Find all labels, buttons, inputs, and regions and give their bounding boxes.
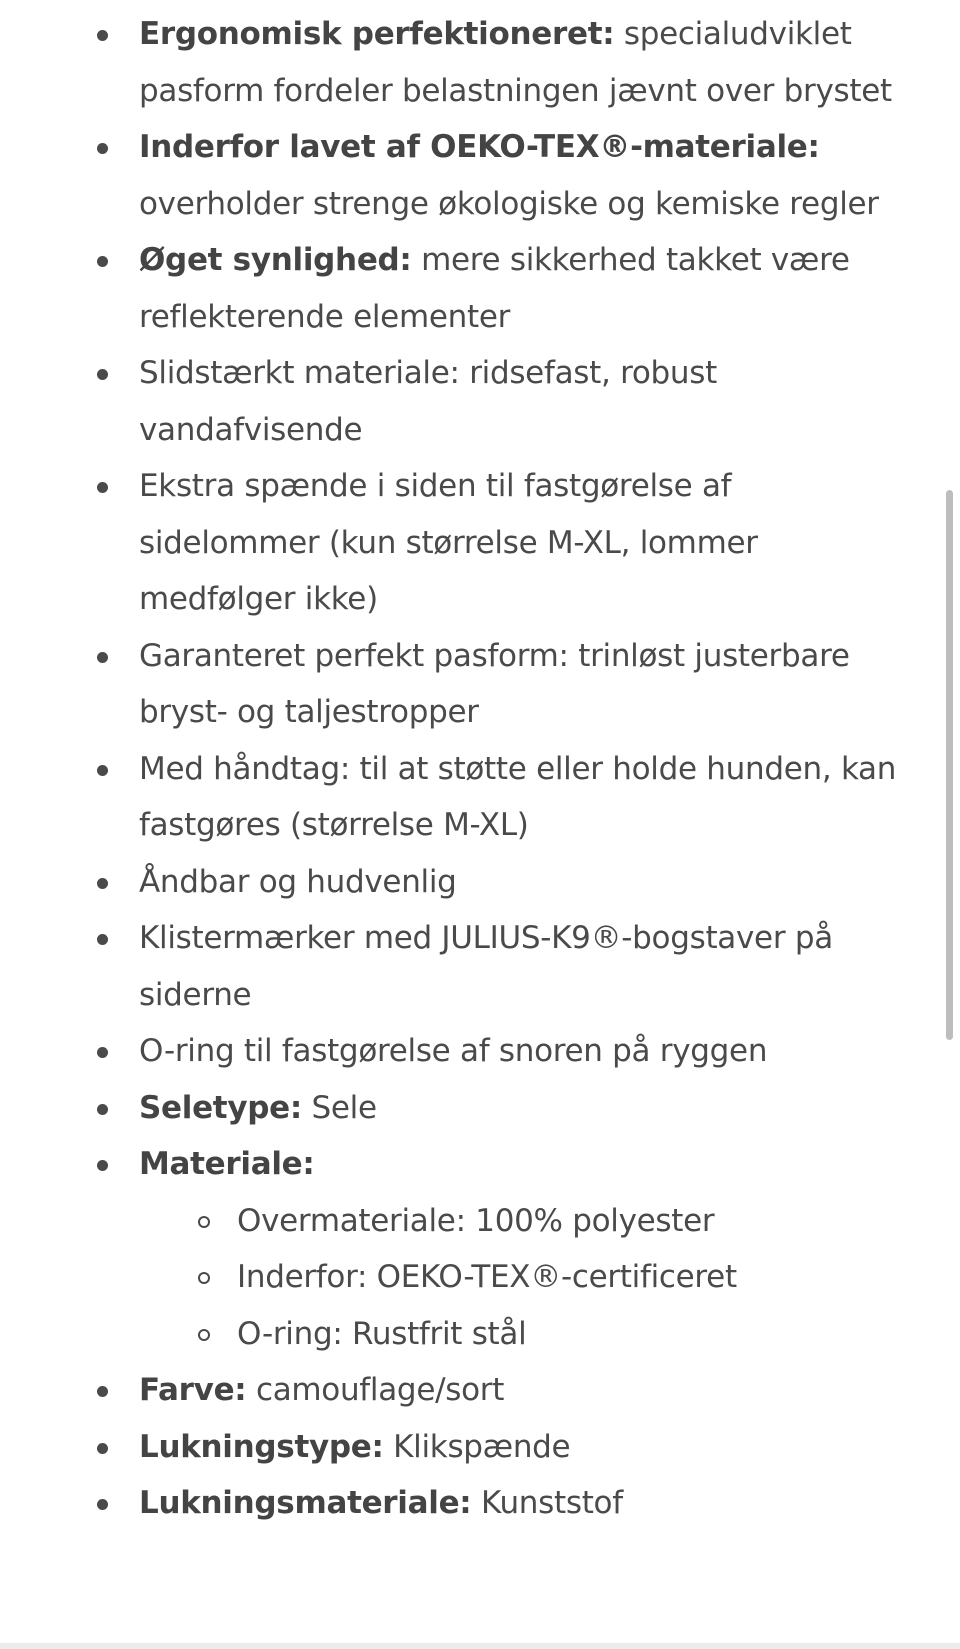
spec-label: Lukningsmateriale:: [139, 1485, 472, 1521]
feature-text: Ekstra spænde i siden til fastgørelse af sidelommer (kun størrelse M-XL, lommer medfølger ikke): [139, 468, 758, 617]
feature-label: Ergonomisk perfektioneret:: [139, 16, 615, 52]
feature-text: Slidstærkt materiale: ridsefast, robust vandafvisende: [139, 355, 717, 448]
feature-item: [139, 232, 919, 345]
feature-item: [139, 628, 919, 741]
material-subitem: O-ring: Rustfrit stål: [237, 1306, 960, 1363]
spec-text: Klikspænde: [383, 1428, 571, 1465]
material-sublist: [237, 1193, 960, 1363]
spec-label: Lukningstype:: [139, 1428, 384, 1465]
spec-item: [139, 1362, 919, 1419]
feature-text: Med håndtag: til at støtte eller holde hunden, kan fastgøres (størrelse M-XL): [139, 750, 897, 843]
spec-text: Kunststof: [471, 1485, 623, 1521]
feature-item: [139, 119, 919, 232]
material-subitem: Inderfor: OEKO-TEX®-certificeret: [237, 1249, 960, 1306]
feature-label: Seletype:: [139, 1089, 302, 1126]
spec-item: [139, 1475, 919, 1532]
feature-text: O-ring til fastgørelse af snoren på ryggen: [139, 1033, 768, 1069]
feature-text: Åndbar og hudvenlig: [139, 863, 457, 900]
feature-text: specialudviklet pasform fordeler belastningen jævnt over brystet: [139, 16, 892, 109]
feature-list: [139, 6, 919, 1532]
feature-item: [139, 345, 919, 458]
material-subitem: Overmateriale: 100% polyester: [237, 1193, 960, 1250]
feature-item: [139, 741, 919, 854]
feature-text: Garanteret perfekt pasform: trinløst justerbare bryst- og taljestropper: [139, 637, 850, 730]
spec-label: Farve:: [139, 1372, 247, 1408]
feature-text: Klistermærker med JULIUS-K9®-bogstaver på siderne: [139, 920, 833, 1013]
feature-item: [139, 1023, 919, 1080]
feature-text: overholder strenge økologiske og kemiske regler: [139, 185, 879, 222]
material-label: Materiale:: [139, 1146, 315, 1182]
feature-text: Sele: [301, 1089, 377, 1126]
feature-text: mere sikkerhed takket være reflekterende elementer: [139, 242, 850, 335]
feature-item: [139, 910, 919, 1023]
feature-item: [139, 6, 919, 119]
scrollbar-thumb[interactable]: [946, 490, 953, 1040]
feature-item: [139, 854, 919, 911]
feature-item: [139, 1080, 919, 1137]
spec-item: [139, 1419, 919, 1476]
material-item: [139, 1136, 919, 1362]
spec-text: camouflage/sort: [246, 1372, 505, 1408]
bottom-divider: [0, 1643, 960, 1649]
feature-label: Øget synlighed:: [139, 242, 412, 278]
feature-label: Inderfor lavet af OEKO-TEX®-materiale:: [139, 129, 820, 165]
feature-item: [139, 458, 919, 628]
